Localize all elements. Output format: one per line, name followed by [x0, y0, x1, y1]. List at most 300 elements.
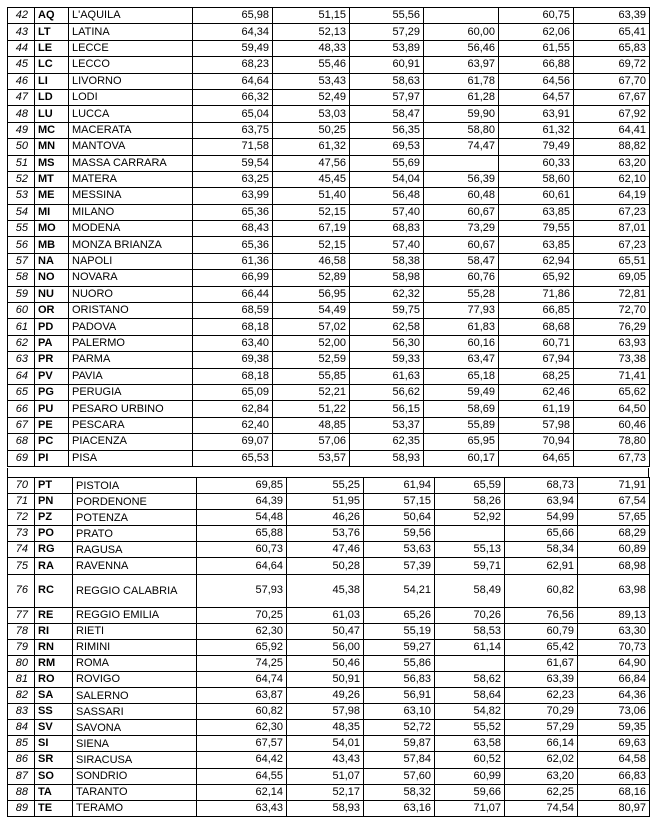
province-name: ROVIGO [73, 671, 197, 687]
value-cell: 59,49 [424, 384, 499, 400]
value-cell: 48,35 [287, 720, 364, 736]
value-cell: 63,39 [574, 8, 650, 24]
value-cell: 80,97 [578, 800, 650, 816]
value-cell: 53,57 [273, 450, 350, 466]
row-number: 54 [8, 204, 35, 220]
province-code: LE [35, 40, 69, 56]
province-name: TERAMO [73, 800, 197, 816]
table-row [8, 704, 650, 720]
row-number: 76 [8, 574, 35, 607]
province-code: PG [35, 384, 69, 400]
table-row [8, 671, 650, 687]
province-code: SR [35, 752, 73, 768]
value-cell: 57,97 [350, 89, 424, 105]
value-cell: 59,35 [578, 720, 650, 736]
value-cell: 76,56 [505, 607, 578, 623]
province-code: RI [35, 623, 73, 639]
value-cell: 72,70 [574, 303, 650, 319]
value-cell: 62,02 [505, 752, 578, 768]
value-cell: 67,67 [574, 89, 650, 105]
value-cell: 64,36 [578, 688, 650, 704]
province-name: SONDRIO [73, 768, 197, 784]
value-cell: 49,26 [287, 688, 364, 704]
value-cell: 60,00 [424, 24, 499, 40]
table-body-bottom [8, 478, 650, 817]
province-name: PORDENONE [73, 494, 197, 510]
province-name: LIVORNO [69, 73, 193, 89]
province-name: SASSARI [73, 704, 197, 720]
value-cell: 45,38 [287, 574, 364, 607]
value-cell: 66,85 [499, 303, 574, 319]
value-cell: 68,18 [193, 368, 273, 384]
value-cell: 65,83 [574, 40, 650, 56]
row-number: 52 [8, 171, 35, 187]
table-row [8, 89, 650, 105]
value-cell: 61,78 [424, 73, 499, 89]
value-cell: 64,42 [197, 752, 287, 768]
value-cell: 59,56 [364, 526, 435, 542]
value-cell: 62,91 [505, 558, 578, 574]
province-code: PI [35, 450, 69, 466]
value-cell: 66,44 [193, 286, 273, 302]
value-cell: 63,91 [499, 106, 574, 122]
row-number: 44 [8, 40, 35, 56]
value-cell: 68,68 [499, 319, 574, 335]
row-number: 48 [8, 106, 35, 122]
value-cell: 87,01 [574, 221, 650, 237]
table-row [8, 122, 650, 138]
row-number: 88 [8, 784, 35, 800]
value-cell: 68,29 [578, 526, 650, 542]
value-cell: 50,28 [287, 558, 364, 574]
value-cell: 61,28 [424, 89, 499, 105]
value-cell: 60,17 [424, 450, 499, 466]
value-cell: 63,99 [193, 188, 273, 204]
value-cell: 63,16 [364, 800, 435, 816]
table-row [8, 270, 650, 286]
value-cell: 68,16 [578, 784, 650, 800]
value-cell: 58,47 [424, 253, 499, 269]
row-number: 67 [8, 417, 35, 433]
value-cell: 58,64 [435, 688, 505, 704]
province-code: AQ [35, 8, 69, 24]
value-cell: 60,99 [435, 768, 505, 784]
province-code: PR [35, 352, 69, 368]
value-cell: 65,09 [193, 384, 273, 400]
value-cell: 56,48 [350, 188, 424, 204]
province-name: NUORO [69, 286, 193, 302]
province-code: SI [35, 736, 73, 752]
table-row [8, 655, 650, 671]
row-number: 61 [8, 319, 35, 335]
value-cell: 56,91 [364, 688, 435, 704]
province-code: SV [35, 720, 73, 736]
table-gap [7, 468, 649, 477]
row-number: 68 [8, 434, 35, 450]
province-code: RO [35, 671, 73, 687]
row-number: 71 [8, 494, 35, 510]
value-cell: 56,46 [424, 40, 499, 56]
province-code: MC [35, 122, 69, 138]
value-cell: 59,90 [424, 106, 499, 122]
table-row [8, 253, 650, 269]
row-number: 60 [8, 303, 35, 319]
row-number: 43 [8, 24, 35, 40]
value-cell: 51,07 [287, 768, 364, 784]
value-cell: 60,48 [424, 188, 499, 204]
value-cell: 65,36 [193, 204, 273, 220]
province-code: SO [35, 768, 73, 784]
value-cell: 89,13 [578, 607, 650, 623]
value-cell: 56,39 [424, 171, 499, 187]
province-name: NOVARA [69, 270, 193, 286]
value-cell: 55,89 [424, 417, 499, 433]
value-cell: 60,82 [197, 704, 287, 720]
row-number: 73 [8, 526, 35, 542]
value-cell: 58,93 [287, 800, 364, 816]
province-code: RG [35, 542, 73, 558]
row-number: 74 [8, 542, 35, 558]
province-name: LATINA [69, 24, 193, 40]
value-cell: 59,75 [350, 303, 424, 319]
value-cell: 71,86 [499, 286, 574, 302]
table-row [8, 73, 650, 89]
value-cell: 62,25 [505, 784, 578, 800]
value-cell: 62,58 [350, 319, 424, 335]
value-cell: 69,85 [197, 478, 287, 494]
value-cell: 68,25 [499, 368, 574, 384]
value-cell: 66,32 [193, 89, 273, 105]
province-name: MODENA [69, 221, 193, 237]
row-number: 51 [8, 155, 35, 171]
value-cell: 68,83 [350, 221, 424, 237]
value-cell: 67,73 [574, 450, 650, 466]
value-cell: 63,98 [578, 574, 650, 607]
value-cell: 71,07 [435, 800, 505, 816]
value-cell: 69,05 [574, 270, 650, 286]
province-code: PU [35, 401, 69, 417]
value-cell: 67,19 [273, 221, 350, 237]
province-code: LU [35, 106, 69, 122]
province-code: SA [35, 688, 73, 704]
province-name: SIENA [73, 736, 197, 752]
province-code: LI [35, 73, 69, 89]
value-cell: 62,06 [499, 24, 574, 40]
value-cell: 53,63 [364, 542, 435, 558]
row-number: 57 [8, 253, 35, 269]
value-cell: 61,67 [505, 655, 578, 671]
province-code: MO [35, 221, 69, 237]
value-cell: 71,41 [574, 368, 650, 384]
table-row [8, 106, 650, 122]
value-cell: 64,55 [197, 768, 287, 784]
value-cell: 77,93 [424, 303, 499, 319]
value-cell [435, 526, 505, 542]
row-number: 65 [8, 384, 35, 400]
value-cell: 58,34 [505, 542, 578, 558]
row-number: 53 [8, 188, 35, 204]
value-cell: 59,33 [350, 352, 424, 368]
province-code: MN [35, 139, 69, 155]
table-row [8, 639, 650, 655]
value-cell: 65,88 [197, 526, 287, 542]
value-cell: 51,15 [273, 8, 350, 24]
table-row [8, 155, 650, 171]
value-cell: 67,94 [499, 352, 574, 368]
value-cell: 63,43 [197, 800, 287, 816]
value-cell: 62,30 [197, 720, 287, 736]
province-code: TE [35, 800, 73, 816]
value-cell: 51,95 [287, 494, 364, 510]
value-cell: 55,69 [350, 155, 424, 171]
value-cell: 48,85 [273, 417, 350, 433]
value-cell: 65,36 [193, 237, 273, 253]
value-cell: 66,84 [578, 671, 650, 687]
value-cell: 59,87 [364, 736, 435, 752]
value-cell: 64,65 [499, 450, 574, 466]
province-name: MATERA [69, 171, 193, 187]
row-number: 84 [8, 720, 35, 736]
value-cell: 58,69 [424, 401, 499, 417]
row-number: 47 [8, 89, 35, 105]
value-cell: 50,64 [364, 510, 435, 526]
value-cell: 65,53 [193, 450, 273, 466]
table-row [8, 784, 650, 800]
province-name: MONZA BRIANZA [69, 237, 193, 253]
value-cell: 64,41 [574, 122, 650, 138]
value-cell: 57,60 [364, 768, 435, 784]
province-name: LECCO [69, 57, 193, 73]
province-name: RIETI [73, 623, 197, 639]
value-cell: 63,85 [499, 204, 574, 220]
value-cell: 63,10 [364, 704, 435, 720]
province-name: RAVENNA [73, 558, 197, 574]
value-cell: 51,40 [273, 188, 350, 204]
value-cell: 55,13 [435, 542, 505, 558]
value-cell: 48,33 [273, 40, 350, 56]
province-name: RAGUSA [73, 542, 197, 558]
table-row [8, 171, 650, 187]
value-cell: 60,16 [424, 335, 499, 351]
value-cell: 62,14 [197, 784, 287, 800]
value-cell: 62,46 [499, 384, 574, 400]
province-table-bottom [7, 477, 650, 817]
value-cell: 53,89 [350, 40, 424, 56]
province-code: NU [35, 286, 69, 302]
value-cell: 60,71 [499, 335, 574, 351]
province-code: ME [35, 188, 69, 204]
value-cell: 70,73 [578, 639, 650, 655]
value-cell: 69,07 [193, 434, 273, 450]
value-cell: 64,58 [578, 752, 650, 768]
value-cell: 65,66 [505, 526, 578, 542]
row-number: 59 [8, 286, 35, 302]
value-cell: 64,74 [197, 671, 287, 687]
province-code: LT [35, 24, 69, 40]
province-name: PIACENZA [69, 434, 193, 450]
province-name: ORISTANO [69, 303, 193, 319]
table-row [8, 720, 650, 736]
row-number: 75 [8, 558, 35, 574]
value-cell: 68,73 [505, 478, 578, 494]
value-cell: 54,49 [273, 303, 350, 319]
value-cell: 55,56 [350, 8, 424, 24]
value-cell: 79,49 [499, 139, 574, 155]
value-cell: 64,90 [578, 655, 650, 671]
value-cell: 58,47 [350, 106, 424, 122]
province-name: REGGIO EMILIA [73, 607, 197, 623]
value-cell: 52,59 [273, 352, 350, 368]
value-cell: 61,32 [499, 122, 574, 138]
value-cell: 58,93 [350, 450, 424, 466]
value-cell: 63,93 [574, 335, 650, 351]
province-name: LUCCA [69, 106, 193, 122]
value-cell: 55,28 [424, 286, 499, 302]
row-number: 81 [8, 671, 35, 687]
table-row [8, 319, 650, 335]
table-row [8, 526, 650, 542]
province-table-top [7, 7, 650, 467]
province-code: RC [35, 574, 73, 607]
row-number: 79 [8, 639, 35, 655]
value-cell: 55,46 [273, 57, 350, 73]
value-cell: 65,18 [424, 368, 499, 384]
value-cell: 68,23 [193, 57, 273, 73]
table-row [8, 417, 650, 433]
value-cell: 70,94 [499, 434, 574, 450]
value-cell: 57,98 [287, 704, 364, 720]
row-number: 56 [8, 237, 35, 253]
value-cell: 56,35 [350, 122, 424, 138]
table-row [8, 188, 650, 204]
value-cell: 50,25 [273, 122, 350, 138]
value-cell: 78,80 [574, 434, 650, 450]
value-cell: 68,43 [193, 221, 273, 237]
row-number: 86 [8, 752, 35, 768]
value-cell: 62,40 [193, 417, 273, 433]
value-cell: 52,92 [435, 510, 505, 526]
value-cell [424, 155, 499, 171]
value-cell: 57,29 [505, 720, 578, 736]
value-cell: 63,20 [574, 155, 650, 171]
row-number: 82 [8, 688, 35, 704]
table-row [8, 286, 650, 302]
table-row [8, 574, 650, 607]
table-row [8, 335, 650, 351]
value-cell: 47,56 [273, 155, 350, 171]
value-cell: 62,84 [193, 401, 273, 417]
table-row [8, 139, 650, 155]
value-cell: 59,49 [193, 40, 273, 56]
value-cell: 70,29 [505, 704, 578, 720]
value-cell: 66,83 [578, 768, 650, 784]
value-cell: 56,62 [350, 384, 424, 400]
row-number: 72 [8, 510, 35, 526]
value-cell: 56,95 [273, 286, 350, 302]
value-cell: 55,25 [287, 478, 364, 494]
value-cell: 69,63 [578, 736, 650, 752]
value-cell: 65,04 [193, 106, 273, 122]
row-number: 70 [8, 478, 35, 494]
province-code: PO [35, 526, 73, 542]
province-code: LD [35, 89, 69, 105]
value-cell: 64,64 [197, 558, 287, 574]
value-cell: 65,92 [499, 270, 574, 286]
value-cell: 54,99 [505, 510, 578, 526]
table-row [8, 623, 650, 639]
row-number: 85 [8, 736, 35, 752]
province-name: PISTOIA [73, 478, 197, 494]
row-number: 49 [8, 122, 35, 138]
province-name: REGGIO CALABRIA [73, 574, 197, 607]
value-cell: 65,95 [424, 434, 499, 450]
value-cell: 54,48 [197, 510, 287, 526]
table-row [8, 434, 650, 450]
value-cell: 74,25 [197, 655, 287, 671]
value-cell: 64,34 [193, 24, 273, 40]
value-cell: 57,15 [364, 494, 435, 510]
value-cell: 62,30 [197, 623, 287, 639]
value-cell: 74,54 [505, 800, 578, 816]
value-cell: 63,75 [193, 122, 273, 138]
row-number: 78 [8, 623, 35, 639]
value-cell: 56,83 [364, 671, 435, 687]
row-number: 55 [8, 221, 35, 237]
value-cell: 68,59 [193, 303, 273, 319]
value-cell: 58,49 [435, 574, 505, 607]
province-name: ROMA [73, 655, 197, 671]
province-name: LECCE [69, 40, 193, 56]
value-cell: 45,45 [273, 171, 350, 187]
value-cell: 52,21 [273, 384, 350, 400]
value-cell: 71,91 [578, 478, 650, 494]
value-cell: 67,23 [574, 237, 650, 253]
table-row [8, 221, 650, 237]
province-code: PV [35, 368, 69, 384]
table-row [8, 558, 650, 574]
row-number: 45 [8, 57, 35, 73]
value-cell: 52,72 [364, 720, 435, 736]
table-row [8, 478, 650, 494]
province-code: OR [35, 303, 69, 319]
table-row [8, 8, 650, 24]
province-name: MASSA CARRARA [69, 155, 193, 171]
value-cell: 60,61 [499, 188, 574, 204]
value-cell: 61,03 [287, 607, 364, 623]
value-cell: 55,86 [364, 655, 435, 671]
table-row [8, 607, 650, 623]
table-row [8, 57, 650, 73]
table-row [8, 237, 650, 253]
value-cell: 65,41 [574, 24, 650, 40]
value-cell: 59,66 [435, 784, 505, 800]
table-row [8, 303, 650, 319]
value-cell: 67,92 [574, 106, 650, 122]
table-row [8, 752, 650, 768]
province-code: RN [35, 639, 73, 655]
table-row [8, 542, 650, 558]
value-cell: 65,42 [505, 639, 578, 655]
value-cell: 65,62 [574, 384, 650, 400]
value-cell: 47,46 [287, 542, 364, 558]
value-cell: 72,81 [574, 286, 650, 302]
province-name: PRATO [73, 526, 197, 542]
value-cell: 69,38 [193, 352, 273, 368]
value-cell: 60,75 [499, 8, 574, 24]
province-name: NAPOLI [69, 253, 193, 269]
value-cell: 66,14 [505, 736, 578, 752]
value-cell: 63,40 [193, 335, 273, 351]
